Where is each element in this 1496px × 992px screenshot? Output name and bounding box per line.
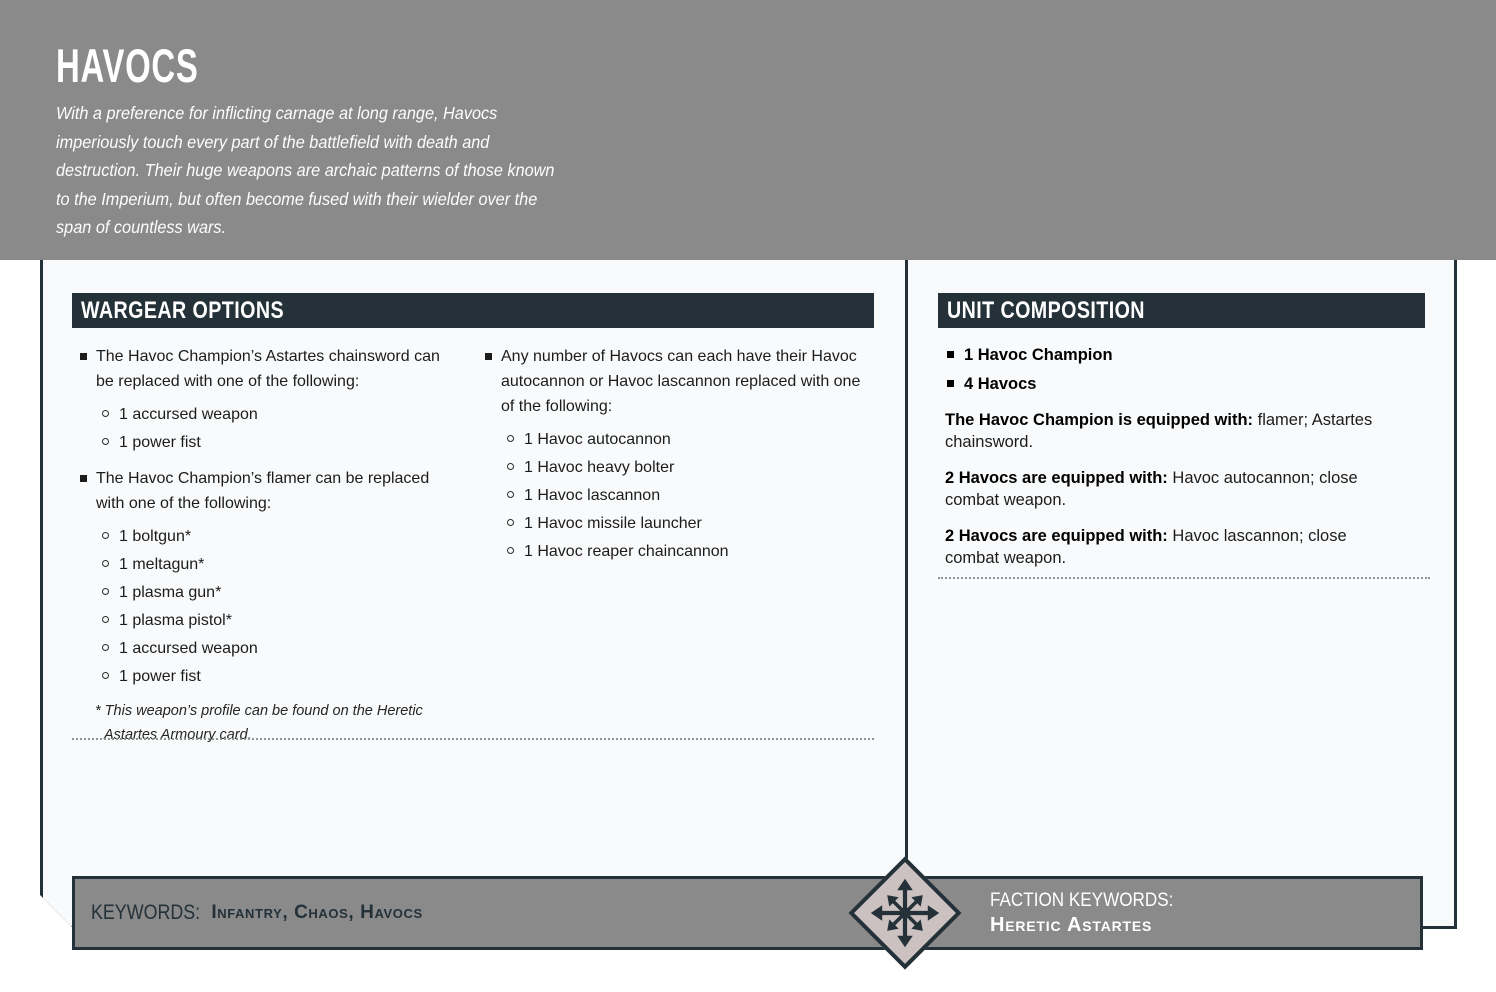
equipment-detail: Havoc lascannon; close combat weapon. — [945, 527, 1347, 567]
wargear-suboption-item: 1 Havoc heavy bolter — [507, 453, 875, 481]
equipment-paragraph — [945, 410, 1375, 453]
wargear-suboption-item: 1 plasma gun* — [102, 578, 470, 606]
unit-lore — [56, 99, 554, 242]
unit-title: HAVOCS — [56, 39, 199, 92]
circle-bullet-icon — [102, 644, 109, 651]
circle-bullet-icon — [102, 438, 109, 445]
circle-bullet-icon — [102, 560, 109, 567]
keywords-label: KEYWORDS: — [91, 901, 201, 924]
equipment-paragraph — [945, 526, 1375, 569]
lore-line: span of countless wars. — [56, 217, 227, 237]
chaos-star-glyph — [869, 865, 941, 961]
circle-bullet-icon — [102, 410, 109, 417]
lore-line: imperiously touch every part of the battlefield with death and — [56, 131, 490, 152]
lore-line: With a preference for inflicting carnage at long range, Havocs — [56, 103, 498, 123]
circle-bullet-icon — [507, 491, 514, 498]
wargear-suboption-item: 1 power fist — [102, 662, 470, 690]
square-bullet-icon — [80, 475, 87, 482]
weapon-profile-footnote: * This weapon’s profile can be found on the Heretic Astartes Armoury card. — [95, 703, 423, 743]
circle-bullet-icon — [507, 463, 514, 470]
circle-bullet-icon — [102, 588, 109, 595]
wargear-suboption-item: 1 Havoc reaper chaincannon — [507, 537, 875, 565]
equipment-lead: The Havoc Champion is equipped with: — [945, 411, 1254, 429]
equipment-detail: Havoc autocannon; close combat weapon. — [945, 469, 1358, 509]
circle-bullet-icon — [102, 616, 109, 623]
faction-keywords-label: FACTION KEYWORDS: — [990, 890, 1174, 911]
column-divider — [905, 260, 908, 876]
circle-bullet-icon — [102, 672, 109, 679]
square-bullet-icon — [947, 380, 954, 387]
unit-composition-header — [938, 293, 1425, 328]
wargear-suboption-item: 1 Havoc missile launcher — [507, 509, 875, 537]
circle-bullet-icon — [507, 435, 514, 442]
equipment-lead: 2 Havocs are equipped with: — [945, 469, 1168, 487]
square-bullet-icon — [485, 353, 492, 360]
unit-composition-title: UNIT COMPOSITION — [947, 297, 1145, 324]
unit-model-item: 1 Havoc Champion — [945, 344, 1425, 366]
card-header — [0, 0, 1496, 260]
wargear-suboption-item: 1 accursed weapon — [102, 400, 470, 428]
wargear-suboption-item: 1 meltagun* — [102, 550, 470, 578]
keywords-bar — [72, 876, 1423, 950]
wargear-separator — [72, 738, 874, 740]
square-bullet-icon — [947, 351, 954, 358]
equipment-lead: 2 Havocs are equipped with: — [945, 527, 1168, 545]
wargear-column-1 — [78, 344, 470, 747]
unit-composition-section — [945, 344, 1425, 569]
lore-line: destruction. Their huge weapons are archaic patterns of those known — [56, 160, 555, 180]
square-bullet-icon — [80, 353, 87, 360]
faction-keywords-group — [990, 888, 1194, 938]
wargear-options-title: WARGEAR OPTIONS — [81, 297, 284, 324]
circle-bullet-icon — [507, 547, 514, 554]
wargear-suboption-item: 1 plasma pistol* — [102, 606, 470, 634]
wargear-option-item: The Havoc Champion’s flamer can be replaced with one of the following: — [78, 466, 470, 516]
circle-bullet-icon — [507, 519, 514, 526]
unit-model-item: 4 Havocs — [945, 373, 1425, 395]
equipment-paragraph — [945, 468, 1375, 511]
equipment-detail: flamer; Astartes chainsword. — [945, 411, 1373, 451]
circle-bullet-icon — [102, 532, 109, 539]
wargear-suboption-item: 1 Havoc lascannon — [507, 481, 875, 509]
wargear-option-item: Any number of Havocs can each have their Havoc autocannon or Havoc lascannon replaced with one of the following: — [483, 344, 875, 419]
keywords-value: Infantry, Chaos, Havocs — [211, 902, 423, 923]
faction-keywords-value: Heretic Astartes — [990, 914, 1153, 936]
wargear-option-item: The Havoc Champion’s Astartes chainsword can be replaced with one of the following: — [78, 344, 470, 394]
keywords-group — [91, 879, 423, 947]
wargear-options-header — [72, 293, 874, 328]
unit-composition-separator — [938, 577, 1430, 579]
wargear-suboption-item: 1 power fist — [102, 428, 470, 456]
wargear-suboption-item: 1 boltgun* — [102, 522, 470, 550]
wargear-suboption-item: 1 accursed weapon — [102, 634, 470, 662]
wargear-column-2 — [483, 344, 875, 565]
wargear-suboption-item: 1 Havoc autocannon — [507, 425, 875, 453]
lore-line: to the Imperium, but often become fused with their wielder over the — [56, 188, 538, 209]
